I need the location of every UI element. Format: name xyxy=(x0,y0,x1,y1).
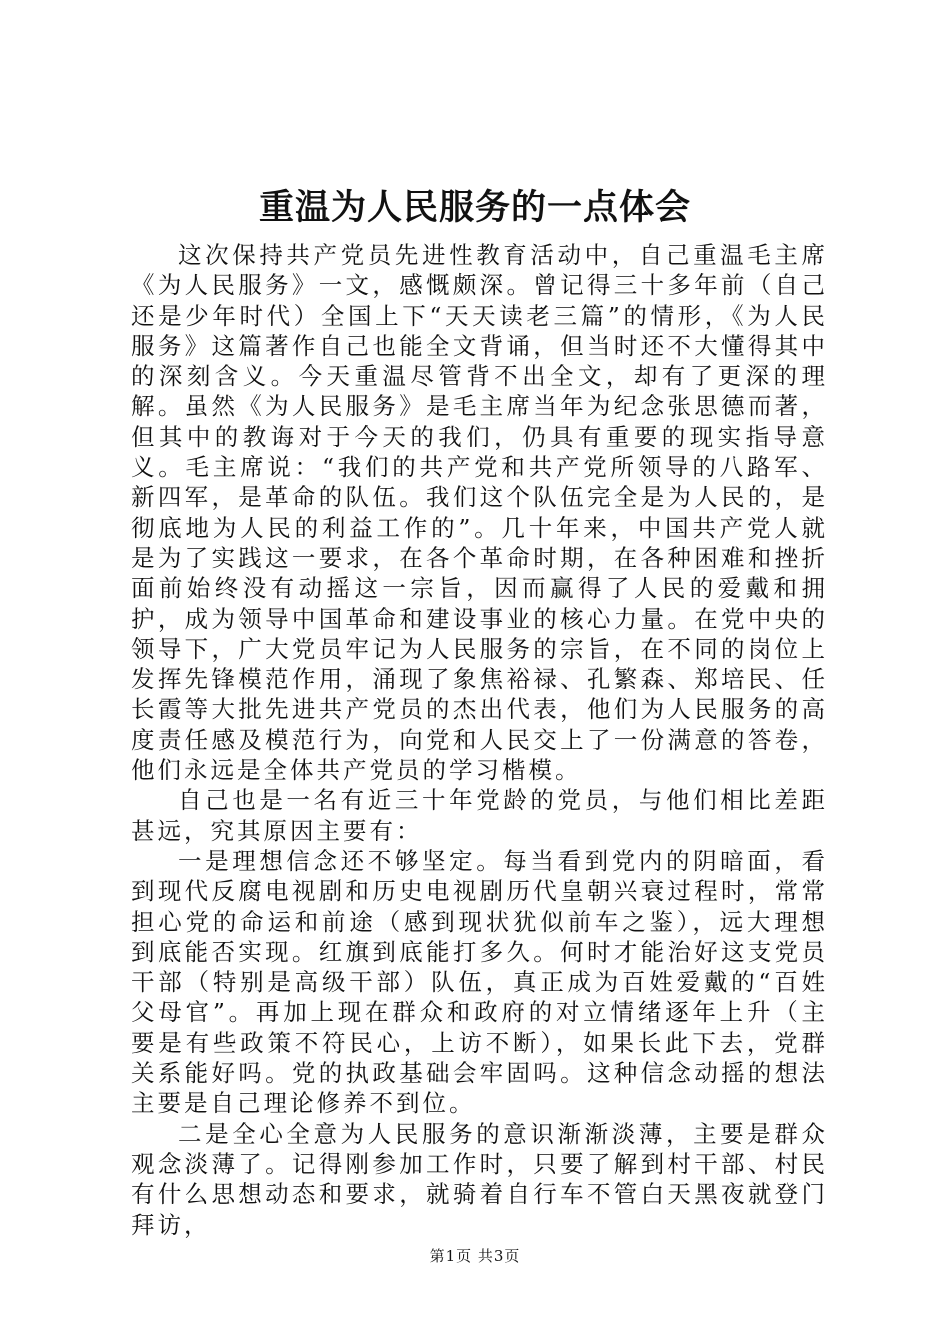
page-footer: 第1页 共3页 xyxy=(429,1247,521,1265)
paragraph-2: 自己也是一名有近三十年党龄的党员，与他们相比差距甚远，究其原因主要有： xyxy=(131,786,828,845)
document-title: 重温为人民服务的一点体会 xyxy=(258,187,691,228)
document-body xyxy=(131,240,828,1240)
paragraph-4: 二是全心全意为人民服务的意识渐渐淡薄，主要是群众观念淡薄了。记得刚参加工作时，只要了解到村干部、村民有什么思想动态和要求，就骑着自行车不管白天黑夜就登门拜访， xyxy=(131,1119,828,1239)
paragraph-1: 这次保持共产党员先进性教育活动中，自己重温毛主席《为人民服务》一文，感慨颇深。曾记得三十多年前（自己还是少年时代）全国上下“天天读老三篇”的情形，《为人民服务》这篇著作自己也能全文背诵，但当时还不大懂得其中的深刻含义。今天重温尽管背不出全文，却有了更深的理解。虽然《为人民服务》是毛主席当年为纪念张思德而著，但其中的教诲对于今天的我们，仍具有重要的现实指导意义。毛主席说：“我们的共产党和共产党所领导的八路军、新四军，是革命的队伍。我们这个队伍完全是为人民的，是彻底地为人民的利益工作的”。几十年来，中国共产党人就是为了实践这一要求，在各个革命时期，在各种困难和挫折面前始终没有动摇这一宗旨，因而赢得了人民的爱戴和拥护，成为领导中国革命和建设事业的核心力量。在党中央的领导下，广大党员牢记为人民服务的宗旨，在不同的岗位上发挥先锋模范作用，涌现了象焦裕禄、孔繁森、郑培民、任长霞等大批先进共产党员的杰出代表，他们为人民服务的高度责任感及模范行为，向党和人民交上了一份满意的答卷，他们永远是全体共产党员的学习楷模。 xyxy=(131,241,828,785)
paragraph-3: 一是理想信念还不够坚定。每当看到党内的阴暗面，看到现代反腐电视剧和历史电视剧历代皇朝兴衰过程时，常常担心党的命运和前途（感到现状犹似前车之鉴），远大理想到底能否实现。红旗到底能打多久。何时才能治好这支党员干部（特别是高级干部）队伍，真正成为百姓爱戴的“百姓父母官”。再加上现在群众和政府的对立情绪逐年上升（主要是有些政策不符民心，上访不断），如果长此下去，党群关系能好吗。党的执政基础会牢固吗。这种信念动摇的想法主要是自己理论修养不到位。 xyxy=(131,846,828,1118)
